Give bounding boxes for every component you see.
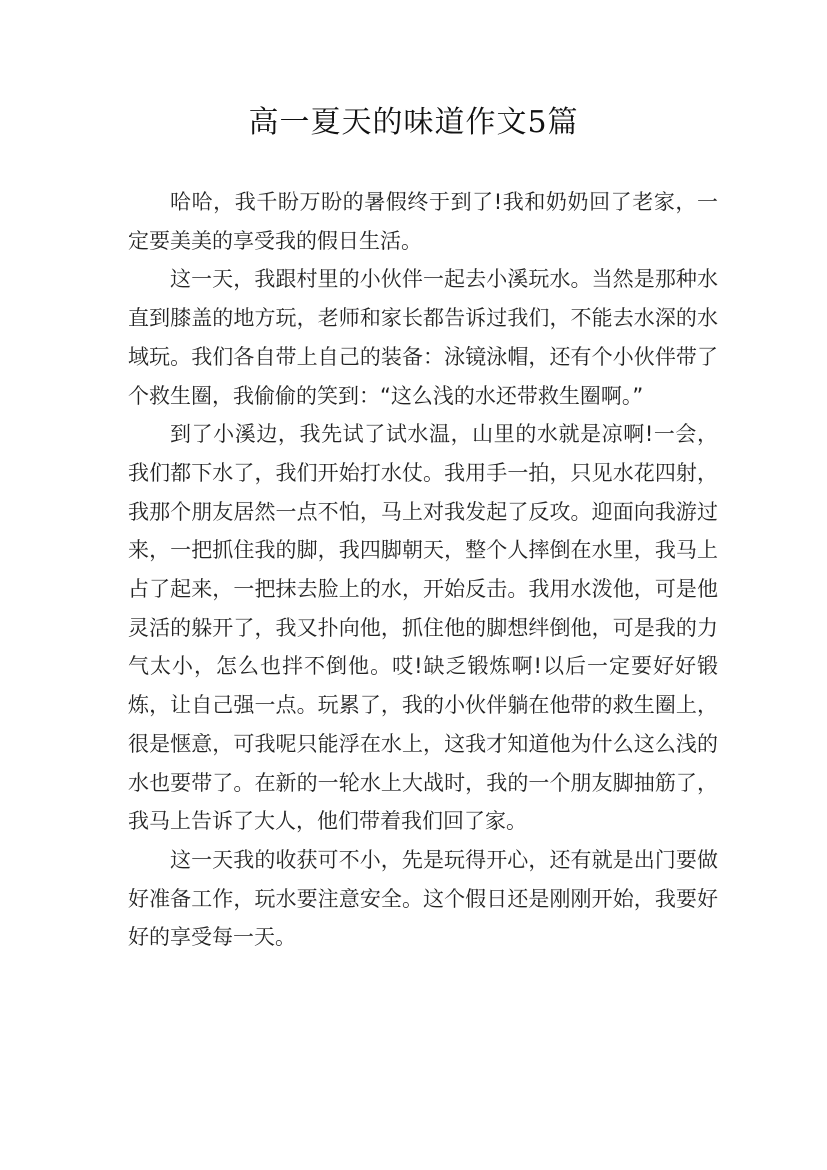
document-title: 高一夏天的味道作文5篇 — [248, 105, 579, 140]
paragraph-2: 这一天，我跟村里的小伙伴一起去小溪玩水。当然是那种水直到膝盖的地方玩，老师和家长都告诉过我们，不能去水深的水域玩。我们各自带上自己的装备：泳镜泳帽，还有个小伙伴带了个救生圈，我偷偷的笑到：“这么浅的水还带救生圈啊。” — [128, 267, 718, 408]
document-body — [128, 183, 718, 957]
paragraph-4: 这一天我的收获可不小，先是玩得开心，还有就是出门要做好准备工作，玩水要注意安全。这个假日还是刚刚开始，我要好好的享受每一天。 — [128, 847, 718, 950]
paragraph-3: 到了小溪边，我先试了试水温，山里的水就是凉啊!一会，我们都下水了，我们开始打水仗。我用手一拍，只见水花四射，我那个朋友居然一点不怕，马上对我发起了反攻。迎面向我游过来，一把抓住我的脚，我四脚朝天，整个人摔倒在水里，我马上占了起来，一把抹去脸上的水，开始反击。我用水泼他，可是他灵活的躲开了，我又扑向他，抓住他的脚想绊倒他，可是我的力气太小，怎么也拌不倒他。哎!缺乏锻炼啊!以后一定要好好锻炼，让自己强一点。玩累了，我的小伙伴躺在他带的救生圈上，很是惬意，可我呢只能浮在水上，这我才知道他为什么这么浅的水也要带了。在新的一轮水上大战时，我的一个朋友脚抽筋了，我马上告诉了大人，他们带着我们回了家。 — [128, 422, 718, 834]
paragraph-1: 哈哈，我千盼万盼的暑假终于到了!我和奶奶回了老家，一定要美美的享受我的假日生活。 — [128, 190, 718, 253]
